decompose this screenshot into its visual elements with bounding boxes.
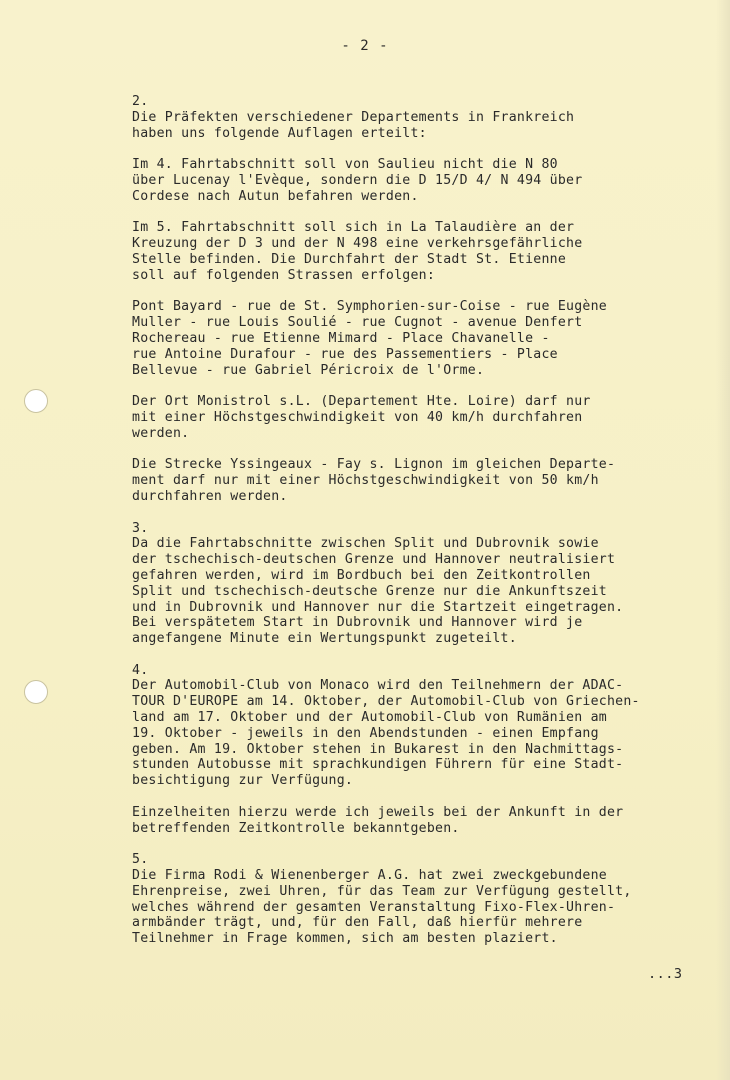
- text-line: Im 4. Fahrtabschnitt soll von Saulieu nicht die N 80: [132, 157, 558, 173]
- punch-hole-lower: [24, 680, 48, 704]
- paper-edge: [716, 0, 730, 1080]
- text-line: geben. Am 19. Oktober stehen in Bukarest in den Nachmittags-: [132, 741, 624, 757]
- paragraph-gap: [132, 442, 707, 458]
- paragraph: [132, 805, 707, 837]
- paragraph: [132, 852, 707, 947]
- text-line: Bei verspätetem Start in Dubrovnik und Hannover wird je: [132, 615, 583, 631]
- text-line: Einzelheiten hierzu werde ich jeweils bei der Ankunft in der: [132, 804, 624, 820]
- text-line: Stelle befinden. Die Durchfahrt der Stadt St. Etienne: [132, 251, 567, 267]
- document-body: [132, 94, 707, 947]
- punch-hole-upper: [24, 389, 48, 413]
- paragraph-gap: [132, 141, 707, 157]
- text-line: 4.: [132, 662, 149, 678]
- paragraph: [132, 94, 707, 141]
- paragraph: [132, 663, 707, 789]
- text-line: Die Firma Rodi & Wienenberger A.G. hat zwei zweckgebundene: [132, 868, 607, 884]
- text-line: gefahren werden, wird im Bordbuch bei den Zeitkontrollen: [132, 567, 591, 583]
- paragraph: [132, 157, 707, 204]
- text-line: rue Antoine Durafour - rue des Passementiers - Place: [132, 346, 558, 362]
- page-number: - 2 -: [341, 38, 389, 54]
- text-line: ment darf nur mit einer Höchstgeschwindigkeit von 50 km/h: [132, 473, 599, 489]
- paragraph-gap: [132, 284, 707, 300]
- paragraph: [132, 521, 707, 647]
- text-line: Im 5. Fahrtabschnitt soll sich in La Talaudière an der: [132, 220, 575, 236]
- section-gap: [132, 647, 707, 663]
- text-line: Die Strecke Yssingeaux - Fay s. Lignon im gleichen Departe-: [132, 457, 616, 473]
- text-line: und in Dubrovnik und Hannover nur die Startzeit eingetragen.: [132, 599, 624, 615]
- text-line: Teilnehmer in Frage kommen, sich am besten plaziert.: [132, 931, 558, 947]
- text-line: land am 17. Oktober und der Automobil-Club von Rumänien am: [132, 710, 607, 726]
- text-line: Der Ort Monistrol s.L. (Departement Hte. Loire) darf nur: [132, 394, 591, 410]
- text-line: Bellevue - rue Gabriel Péricroix de l'Orme.: [132, 362, 485, 378]
- text-line: Pont Bayard - rue de St. Symphorien-sur-Coise - rue Eugène: [132, 299, 607, 315]
- text-line: 5.: [132, 852, 149, 868]
- text-line: 19. Oktober - jeweils in den Abendstunden - einen Empfang: [132, 725, 599, 741]
- paragraph: [132, 394, 707, 441]
- text-line: soll auf folgenden Strassen erfolgen:: [132, 267, 436, 283]
- paragraph: [132, 220, 707, 283]
- paragraph-gap: [132, 789, 707, 805]
- text-line: armbänder trägt, und, für den Fall, daß hierfür mehrere: [132, 915, 583, 931]
- text-line: 3.: [132, 520, 149, 536]
- text-line: Der Automobil-Club von Monaco wird den Teilnehmern der ADAC-: [132, 678, 624, 694]
- text-line: betreffenden Zeitkontrolle bekanntgeben.: [132, 820, 460, 836]
- text-line: 2.: [132, 94, 149, 109]
- text-line: angefangene Minute ein Wertungspunkt zugeteilt.: [132, 631, 517, 647]
- text-line: Da die Fahrtabschnitte zwischen Split und Dubrovnik sowie: [132, 536, 599, 552]
- text-line: haben uns folgende Auflagen erteilt:: [132, 125, 427, 141]
- text-line: Kreuzung der D 3 und der N 498 eine verkehrsgefährliche: [132, 236, 583, 252]
- text-line: stunden Autobusse mit sprachkundigen Führern für eine Stadt-: [132, 757, 624, 773]
- paragraph: [132, 299, 707, 378]
- text-line: welches während der gesamten Veranstaltung Fixo-Flex-Uhren-: [132, 899, 616, 915]
- text-line: Ehrenpreise, zwei Uhren, für das Team zur Verfügung gestellt,: [132, 883, 632, 899]
- paragraph-gap: [132, 378, 707, 394]
- text-line: Cordese nach Autun befahren werden.: [132, 188, 419, 204]
- text-line: der tschechisch-deutschen Grenze und Hannover neutralisiert: [132, 552, 616, 568]
- paragraph: [132, 457, 707, 504]
- text-line: über Lucenay l'Evèque, sondern die D 15/D 4/ N 494 über: [132, 172, 583, 188]
- text-line: Rochereau - rue Etienne Mimard - Place Chavanelle -: [132, 330, 550, 346]
- text-line: Muller - rue Louis Soulié - rue Cugnot - avenue Denfert: [132, 315, 583, 331]
- text-line: durchfahren werden.: [132, 488, 288, 504]
- paragraph-gap: [132, 205, 707, 221]
- text-line: TOUR D'EUROPE am 14. Oktober, der Automobil-Club von Griechen-: [132, 694, 640, 710]
- section-gap: [132, 505, 707, 521]
- text-line: besichtigung zur Verfügung.: [132, 773, 354, 789]
- section-gap: [132, 836, 707, 852]
- text-line: Split und tschechisch-deutsche Grenze nur die Ankunftszeit: [132, 583, 607, 599]
- text-line: werden.: [132, 425, 190, 441]
- text-line: mit einer Höchstgeschwindigkeit von 40 km/h durchfahren: [132, 409, 583, 425]
- continuation-marker: ...3: [648, 966, 683, 982]
- text-line: Die Präfekten verschiedener Departements in Frankreich: [132, 109, 575, 125]
